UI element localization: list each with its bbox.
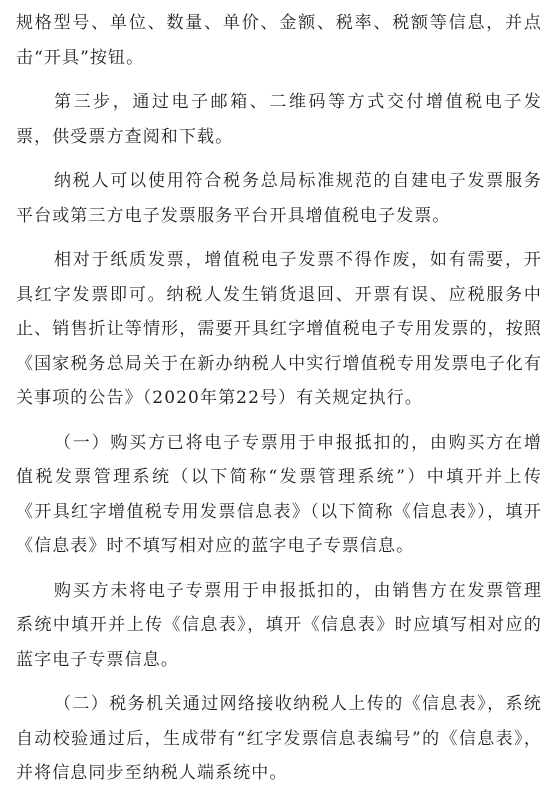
paragraph-self-built-platform: 纳税人可以使用符合税务总局标准规范的自建电子发票服务平台或第三方电子发票服务平台开具增值税电子发票。 [16,171,542,226]
paragraph-step-three: 第三步，通过电子邮箱、二维码等方式交付增值税电子发票，供受票方查阅和下载。 [16,92,542,147]
paragraph-buyer-not-deducted: 购买方未将电子专票用于申报抵扣的，由销售方在发票管理系统中填开并上传《信息表》，填开《信息表》时应填写相对应的蓝字电子专票信息。 [16,580,542,670]
paragraph-red-invoice: 相对于纸质发票，增值税电子发票不得作废，如有需要，开具红字发票即可。纳税人发生销货退回、开票有误、应税服务中止、销售折让等情形，需要开具红字增值税电子专用发票的，按照《国家税务总局关于在新办纳税人中实行增值税专用发票电子化有关事项的公告》（2020年第22号）有关规定执行。 [16,250,542,408]
paragraph-continuation: 规格型号、单位、数量、单价、金额、税率、税额等信息，并点击“开具”按钮。 [16,13,542,68]
paragraph-tax-authority: （二）税务机关通过网络接收纳税人上传的《信息表》，系统自动校验通过后，生成带有“红字发票信息表编号”的《信息表》，并将信息同步至纳税人端系统中。 [16,694,542,783]
paragraph-buyer-deducted: （一）购买方已将电子专票用于申报抵扣的，由购买方在增值税发票管理系统（以下简称“发票管理系统”）中填开并上传《开具红字增值税专用发票信息表》（以下简称《信息表》），填开《信息表》时不填写相对应的蓝字电子专票信息。 [16,432,542,556]
